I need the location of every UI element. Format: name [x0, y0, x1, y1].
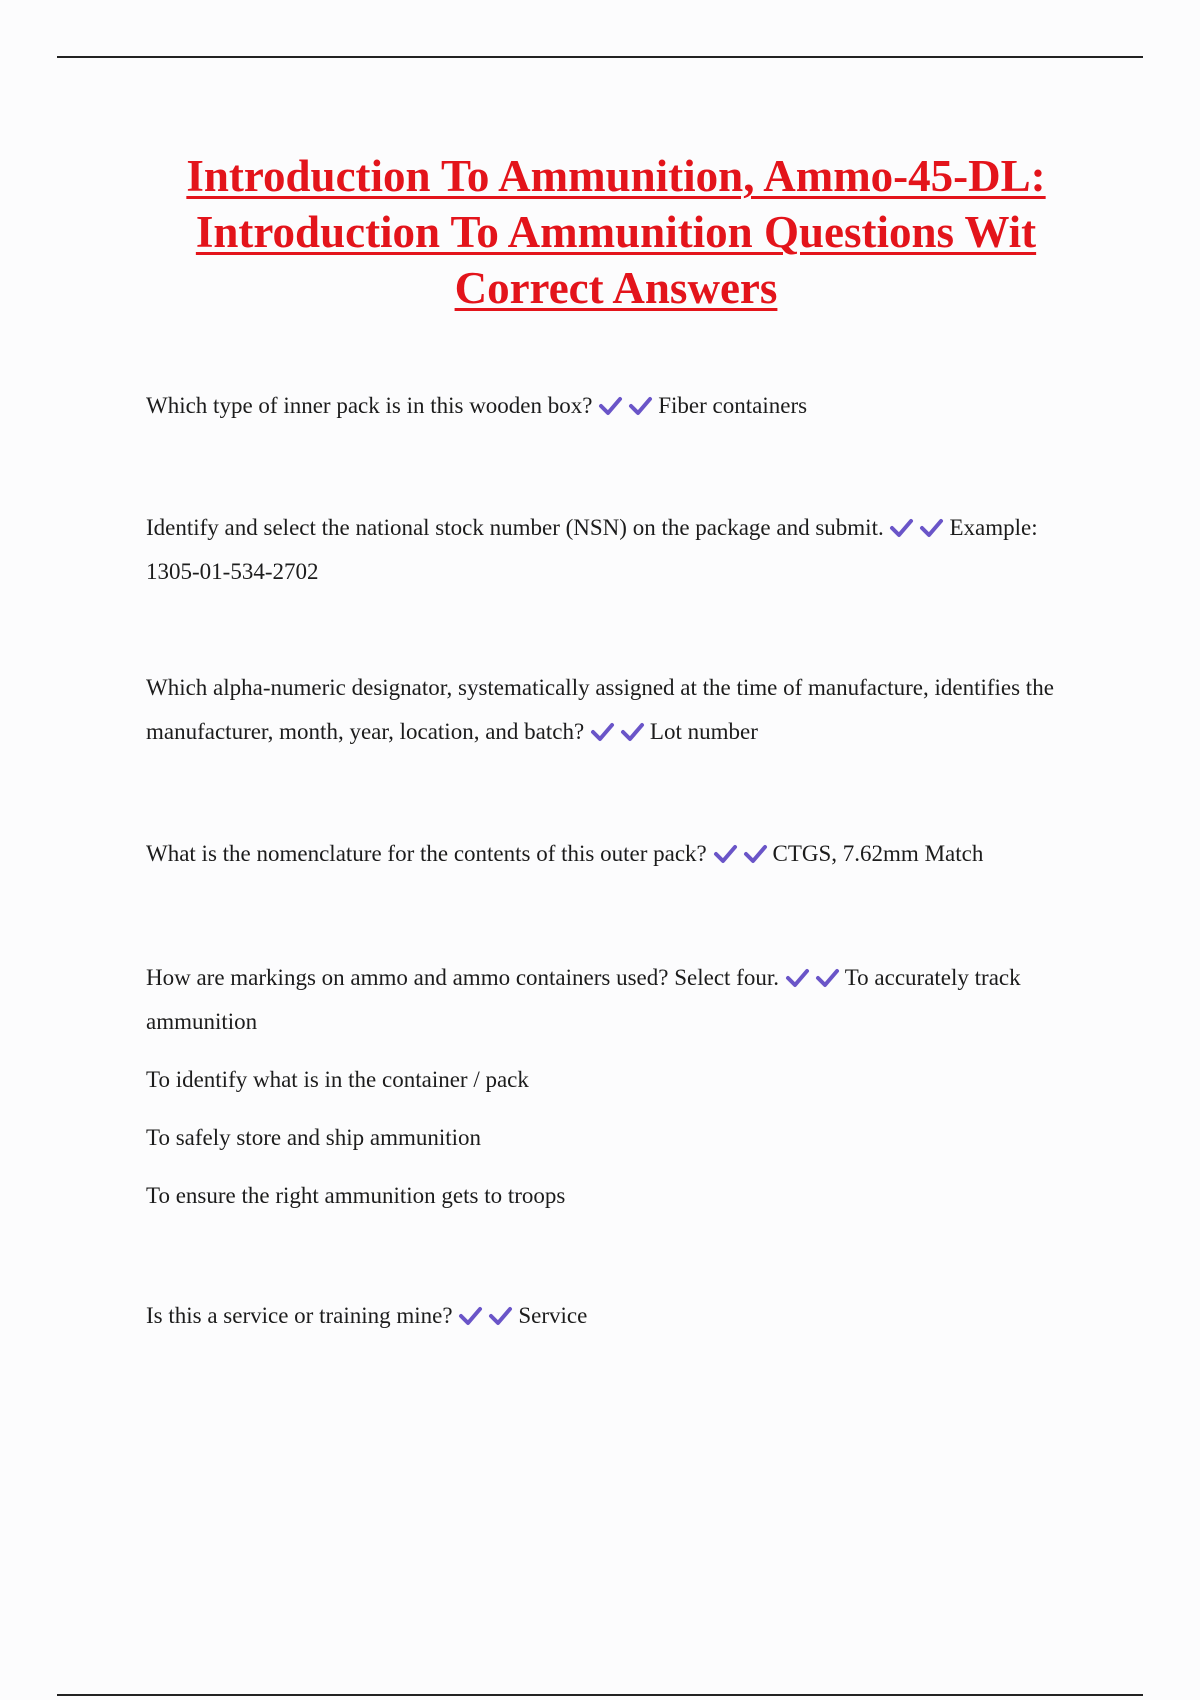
check-icon — [598, 393, 628, 417]
answer-text: To accurately track ammunition — [146, 965, 1021, 1034]
question-text: Which type of inner pack is in this wooden box? — [146, 393, 593, 418]
title-line: Correct Answers — [454, 263, 778, 313]
question-text: How are markings on ammo and ammo containers used? Select four. — [146, 965, 779, 990]
check-icon — [743, 841, 773, 865]
answer-text: Fiber containers — [658, 393, 808, 418]
question-text: What is the nomenclature for the contents of this outer pack? — [146, 841, 707, 866]
answer-line: To safely store and ship ammunition — [146, 1125, 482, 1150]
answer-text: CTGS, 7.62mm Match — [772, 841, 984, 866]
check-icon — [620, 719, 650, 743]
question-text: Identify and select the national stock number (NSN) on the package and submit. — [146, 515, 884, 540]
check-icon — [889, 515, 919, 539]
qa-item — [146, 506, 1096, 594]
check-icon — [458, 1303, 488, 1327]
answer-text: Service — [518, 1303, 588, 1328]
bottom-rule — [57, 1694, 1143, 1696]
answer-text: Lot number — [649, 719, 758, 744]
title-line: Introduction To Ammunition Questions Wit — [195, 207, 1037, 257]
check-icon — [815, 965, 845, 989]
check-icon — [919, 515, 949, 539]
title-line: Introduction To Ammunition, Ammo-45-DL: — [186, 151, 1046, 201]
answer-text: Example: 1305-01-534-2702 — [146, 515, 1038, 584]
qa-item — [146, 956, 1096, 1218]
check-icon — [488, 1303, 518, 1327]
check-icon — [785, 965, 815, 989]
check-icon — [628, 393, 658, 417]
question-text: Which alpha-numeric designator, systematically assigned at the time of manufacture, identifies the manufacturer, month, year, location, and batch? — [146, 675, 1054, 744]
qa-item — [146, 384, 1096, 428]
top-rule — [57, 56, 1143, 58]
page-title — [110, 148, 1122, 316]
check-icon — [590, 719, 620, 743]
qa-item — [146, 666, 1096, 754]
qa-item — [146, 1294, 1096, 1338]
qa-item — [146, 832, 1096, 876]
answer-line: To ensure the right ammunition gets to troops — [146, 1183, 566, 1208]
question-text: Is this a service or training mine? — [146, 1303, 453, 1328]
check-icon — [713, 841, 743, 865]
answer-line: To identify what is in the container / pack — [146, 1067, 529, 1092]
